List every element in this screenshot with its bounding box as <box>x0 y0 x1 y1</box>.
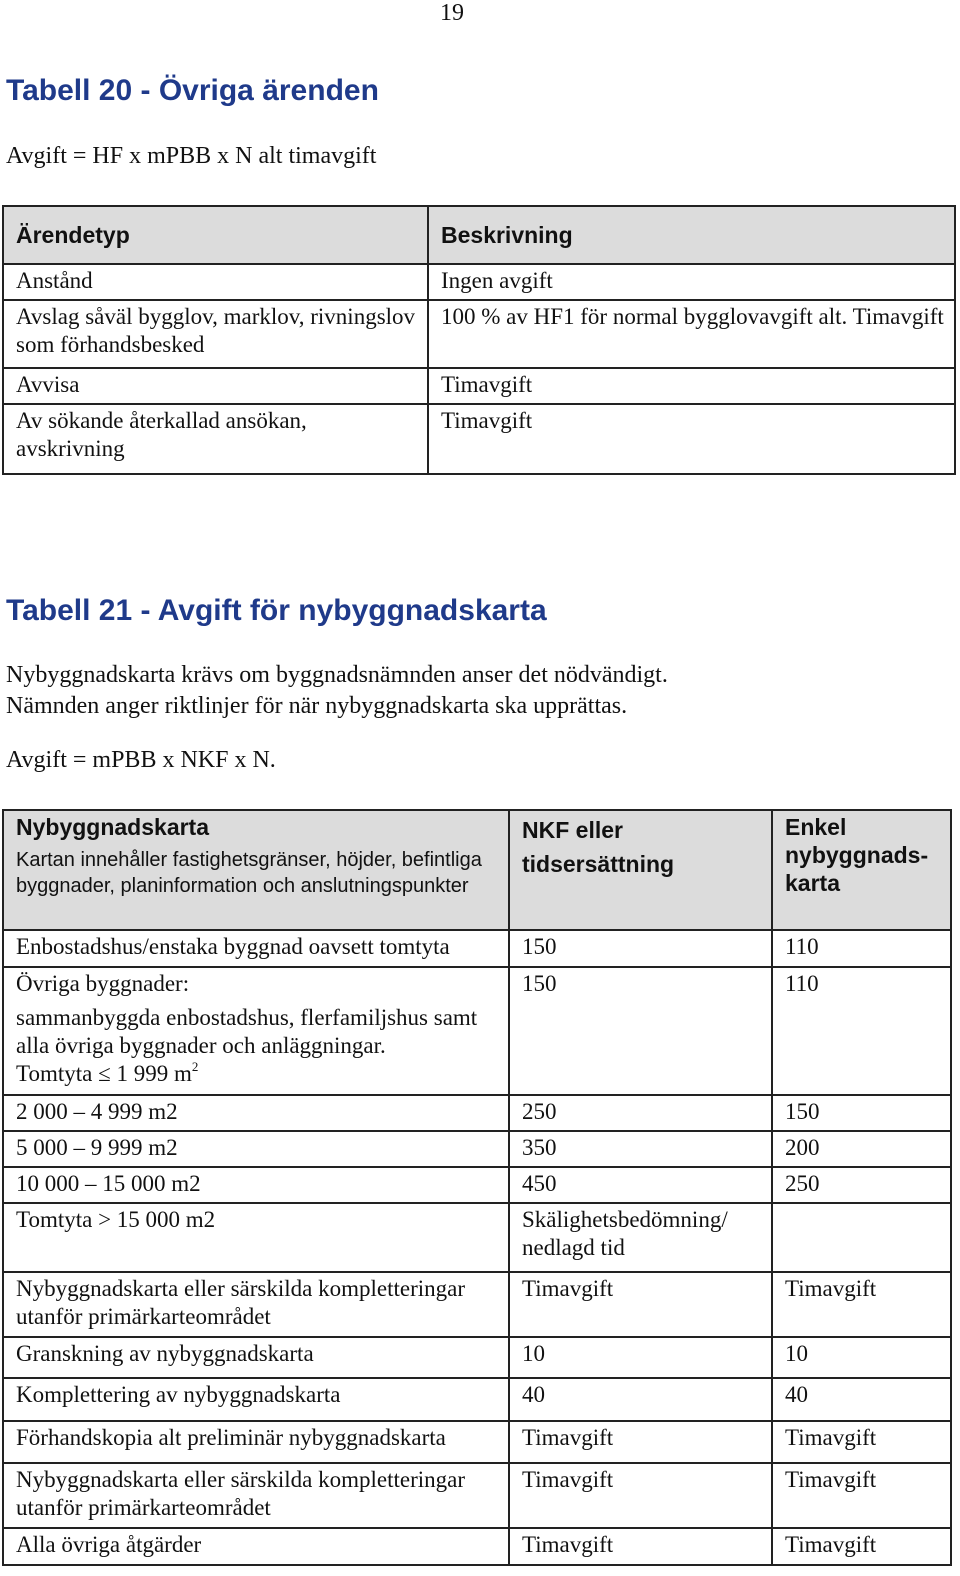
table21-cell-desc: Alla övriga åtgärder <box>3 1528 509 1565</box>
table21-cell-desc: 10 000 – 15 000 m2 <box>3 1167 509 1203</box>
table21-cell-desc: Komplettering av nybyggnadskarta <box>3 1378 509 1421</box>
table-row <box>3 930 951 967</box>
table-row <box>3 264 955 300</box>
ovriga-description: sammanbyggda enbostadshus, flerfamiljshus samt alla övriga byggnader och anläggningar. <box>16 1005 478 1058</box>
table21-cell-nkf: Timavgift <box>509 1421 772 1463</box>
table21-cell-enkel: 200 <box>772 1131 951 1167</box>
table21-cell-enkel <box>772 1203 951 1272</box>
table-row <box>3 1095 951 1131</box>
table21-cell-enkel: Timavgift <box>772 1463 951 1528</box>
table21-cell-nkf: Timavgift <box>509 1528 772 1565</box>
table20 <box>2 205 956 475</box>
table21-intro-line-1: Nybyggnadskarta krävs om byggnadsnämnden anser det nödvändigt. <box>6 662 668 688</box>
table21-cell-nkf: Skälighetsbedömning/ nedlagd tid <box>509 1203 772 1272</box>
table20-cell-type: Anstånd <box>3 264 428 300</box>
table21-cell-desc: 2 000 – 4 999 m2 <box>3 1095 509 1131</box>
table-row <box>3 1421 951 1463</box>
table20-cell-type: Av sökande återkallad ansökan, avskrivning <box>3 404 428 474</box>
table21 <box>2 809 952 1566</box>
table21-header-nybyggnadskarta <box>3 810 509 930</box>
table20-heading: Tabell 20 - Övriga ärenden <box>6 74 379 107</box>
table21-cell-desc: Granskning av nybyggnadskarta <box>3 1337 509 1378</box>
table21-cell-desc: 5 000 – 9 999 m2 <box>3 1131 509 1167</box>
table-row <box>3 1463 951 1528</box>
table20-cell-desc: Timavgift <box>428 404 955 474</box>
table-row <box>3 1131 951 1167</box>
table-row <box>3 300 955 368</box>
table21-intro-line-2: Nämnden anger riktlinjer för när nybyggnadskarta ska upprättas. <box>6 693 628 719</box>
table21-cell-nkf: 10 <box>509 1337 772 1378</box>
table21-cell-enkel: 250 <box>772 1167 951 1203</box>
ovriga-tomtyta <box>16 1061 198 1086</box>
table21-header-title: Nybyggnadskarta <box>16 814 210 840</box>
table-row <box>3 1378 951 1421</box>
table21-cell-desc: Nybyggnadskarta eller särskilda kompletteringar utanför primärkarteområdet <box>3 1272 509 1337</box>
table21-header-subtitle: Kartan innehåller fastighetsgränser, höjder, befintliga byggnader, planinformation och anslutningspunkter <box>16 849 482 897</box>
table20-formula: Avgift = HF x mPBB x N alt timavgift <box>6 143 377 169</box>
table21-cell-nkf: 150 <box>509 930 772 967</box>
table21-cell-enkel: 110 <box>772 967 951 1095</box>
table20-cell-type: Avvisa <box>3 368 428 404</box>
table21-cell-nkf: 150 <box>509 967 772 1095</box>
table20-header-arendetyp: Ärendetyp <box>3 206 428 264</box>
table21-cell-enkel: Timavgift <box>772 1421 951 1463</box>
table21-cell-enkel: 150 <box>772 1095 951 1131</box>
table21-cell-nkf: 250 <box>509 1095 772 1131</box>
table-row <box>3 967 951 1095</box>
table20-cell-type: Avslag såväl bygglov, marklov, rivningslov som förhandsbesked <box>3 300 428 368</box>
table21-cell-enkel: Timavgift <box>772 1272 951 1337</box>
table21-cell-desc: Enbostadshus/enstaka byggnad oavsett tomtyta <box>3 930 509 967</box>
table20-header-beskrivning: Beskrivning <box>428 206 955 264</box>
table20-header-row <box>3 206 955 264</box>
table21-cell-nkf: Timavgift <box>509 1272 772 1337</box>
table21-cell-nkf: 40 <box>509 1378 772 1421</box>
table20-cell-desc: Ingen avgift <box>428 264 955 300</box>
table21-cell-nkf: Timavgift <box>509 1463 772 1528</box>
table21-header-enkel: Enkel nybyggnads-karta <box>772 810 951 930</box>
table21-cell-desc: Nybyggnadskarta eller särskilda kompletteringar utanför primärkarteområdet <box>3 1463 509 1528</box>
table20-cell-desc: 100 % av HF1 för normal bygglovavgift alt. Timavgift <box>428 300 955 368</box>
ovriga-tomtyta-text: Tomtyta ≤ 1 999 m <box>16 1061 192 1086</box>
table21-cell-nkf: 450 <box>509 1167 772 1203</box>
table21-header-nkf: NKF eller tidsersättning <box>509 810 772 930</box>
table21-cell-enkel: Timavgift <box>772 1528 951 1565</box>
table-row <box>3 1272 951 1337</box>
table21-heading: Tabell 21 - Avgift för nybyggnadskarta <box>6 594 547 627</box>
table21-formula: Avgift = mPBB x NKF x N. <box>6 747 276 773</box>
table21-cell-enkel: 110 <box>772 930 951 967</box>
table20-cell-desc: Timavgift <box>428 368 955 404</box>
table-row <box>3 1528 951 1565</box>
table21-header-row <box>3 810 951 930</box>
table21-cell-desc <box>3 967 509 1095</box>
table21-cell-nkf: 350 <box>509 1131 772 1167</box>
table21-cell-desc: Förhandskopia alt preliminär nybyggnadskarta <box>3 1421 509 1463</box>
table-row <box>3 1337 951 1378</box>
page-number: 19 <box>440 0 464 26</box>
table21-cell-desc: Tomtyta > 15 000 m2 <box>3 1203 509 1272</box>
ovriga-tomtyta-sup: 2 <box>191 1059 199 1074</box>
table21-cell-enkel: 40 <box>772 1378 951 1421</box>
table-row <box>3 1203 951 1272</box>
ovriga-title: Övriga byggnader: <box>16 971 190 996</box>
table-row <box>3 404 955 474</box>
table-row <box>3 1167 951 1203</box>
table-row <box>3 368 955 404</box>
table21-cell-enkel: 10 <box>772 1337 951 1378</box>
